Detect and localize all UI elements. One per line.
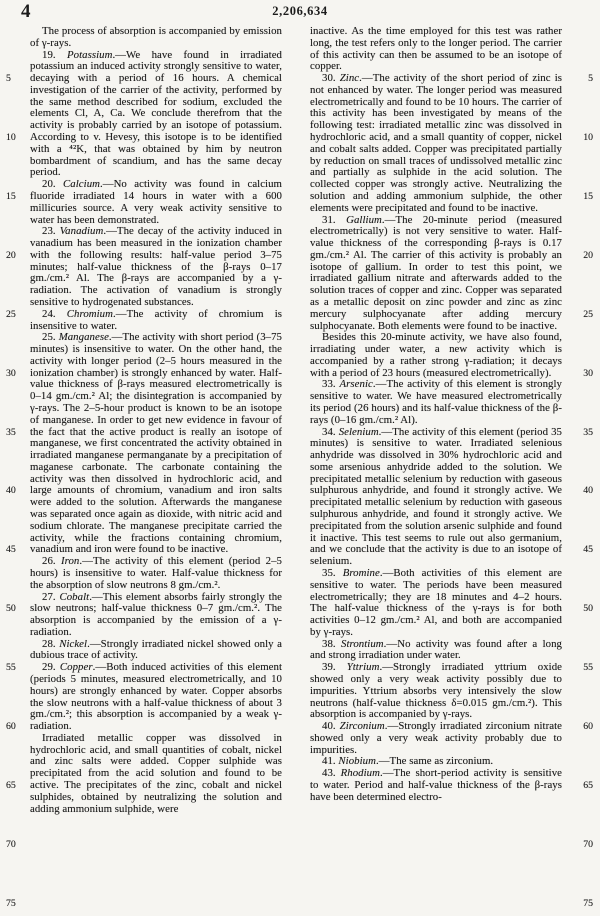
paragraph: 23. Vanadium.—The decay of the activity induced in vanadium has been measured in the ionization chamber with the following results: half-value period 3–75 minutes; half-value thickness of the β-rays 0–17 gm./cm.² Al. The β-rays are accompanied by a γ-radiation. The activation of vanadium is strongly sensitive to hydrogenated substances. <box>30 225 282 308</box>
element-name: Manganese <box>58 331 109 344</box>
section-number: 40. <box>322 720 340 733</box>
paragraph: 25. Manganese.—The activity with short period (3–75 minutes) is insensitive to water. On the other hand, the activity with longer period (2–5 hours measured in the ionization chamber) is strongly enhanced by water. Half-value thickness of β-rays measured electrometrically is 0–14 gm./cm.² Al; the disintegration is accompanied by γ-rays. The 2–5-hour product is known to be an isotope of manganese. In order to get new evidence in favour of the fact that the active product is really an isotope of manganese, we first concentrated the activity obtained in irradiated manganese permanganate by a precipitation of maganese carbonate. The carbonate containing the activity was then dissolved in hydrochloric acid, and large amounts of chromium, vanadium and iron salts were added to the solution. Afterwards the manganese was separated once again as dioxide, with nitric acid and sodium chlorate. The manganese precipitate carried the activity, while the fractions containing chromium, vanadium and iron were found to be inactive. <box>30 331 282 556</box>
element-name: Zinc <box>339 72 360 85</box>
line-number: 55 <box>6 662 16 674</box>
paragraph: 31. Gallium.—The 20-minute period (measured electrometrically) is not very sensitive to water. Half-value thickness of the corresponding β-rays is 0.17 gm./cm.² Al. The carrier of this activity is probably an isotope of gallium. In order to test this point, we irradiated gallium nitrate and afterwards added to the solution traces of copper and zinc. Copper was separated as a metallic deposit on zinc powder and zinc as zinc mercury sulphocyanate after adding mercury sulphocyanate. Both elements were found to be inactive. <box>310 213 562 332</box>
line-number: 65 <box>6 779 16 791</box>
paragraph: Besides this 20-minute activity, we have also found, irradiating under water, a new activity which is accompanied by a rather strong γ-radiation; it decays with a period of 23 hours (measured electrometrically). <box>310 331 562 379</box>
line-number: 50 <box>583 603 593 615</box>
line-number: 65 <box>583 779 593 791</box>
section-number: 19. <box>42 48 67 61</box>
line-number: 20 <box>583 249 593 261</box>
line-number: 50 <box>6 603 16 615</box>
paragraph: The process of absorption is accompanied by emission of γ-rays. <box>30 25 282 49</box>
section-number: 30. <box>322 72 340 85</box>
section-number: 28. <box>42 637 60 650</box>
element-name: Bromine <box>342 566 380 579</box>
right-margin <box>576 26 593 916</box>
section-number: 38. <box>322 637 341 650</box>
element-name: Calcium <box>63 178 100 191</box>
section-number: 31. <box>322 213 347 226</box>
left-margin <box>6 26 23 916</box>
element-name: Zirconium <box>339 720 385 733</box>
section-number: 33. <box>322 378 340 391</box>
section-number: 43. <box>322 767 341 780</box>
element-name: Nickel <box>59 637 88 650</box>
paragraph: 29. Copper.—Both induced activities of this element (periods 5 minutes, measured electrometrically, and 10 hours) are strongly enhanced by water. Copper absorbs the slow neutrons with a half-value thickness of about 3 gm./cm.²; this absorption is accompanied by a weak γ-radiation. <box>30 661 282 733</box>
section-number: 24. <box>42 307 67 320</box>
line-number: 15 <box>6 190 16 202</box>
line-number: 40 <box>583 485 593 497</box>
element-name: Iron <box>60 555 80 568</box>
line-number: 45 <box>6 544 16 556</box>
paragraph: 35. Bromine.—Both activities of this element are sensitive to water. The periods have been measured electrometrically; they are 18 minutes and 4–2 hours. The half-value thickness of the γ-rays is for both activities 0–12 gm./cm.² Al, and both are accompanied by γ-rays. <box>310 566 562 638</box>
paragraph: inactive. As the time employed for this test was rather long, the test refers only to the longer period. The carrier of this activity can then be assumed to be an isotope of copper. <box>310 25 562 73</box>
section-number: 26. <box>42 555 61 568</box>
element-name: Gallium <box>346 213 382 226</box>
section-number: 27. <box>42 590 60 603</box>
paragraph: 40. Zirconium.—Strongly irradiated zirconium nitrate showed only a very weak activity probably due to impurities. <box>310 720 562 756</box>
line-number: 5 <box>588 73 593 85</box>
line-number: 35 <box>583 426 593 438</box>
paragraph: 34. Selenium.—The activity of this element (period 35 minutes) is sensitive to water. Irradiated selenious anhydride was dissolved in 30% hydrochloric acid and some arsenious anhydride added to the solution. We precipitated metallic selenium by reduction with gaseous sulphurous anhydride, and found it strongly active. We precipitated metallic selenium by reduction with gaseous sulphurous anhydride, and found it strongly active. We precipitated from the solution arsenic sulphide and found it inactive. This test seems to rule out also germanium, and we conclude that the activity is due to an isotope of selenium. <box>310 425 562 568</box>
element-name: Vanadium <box>59 225 104 238</box>
element-name: Chromium <box>66 307 113 320</box>
section-number: 39. <box>322 661 347 674</box>
paragraph: 27. Cobalt.—This element absorbs fairly strongly the slow neutrons; half-value thickness 0–7 gm./cm.². The absorption is accompanied by the emission of a γ-radiation. <box>30 590 282 638</box>
element-name: Niobium <box>338 755 376 768</box>
patent-number: 2,206,634 <box>272 4 328 18</box>
paragraph: 20. Calcium.—No activity was found in calcium fluoride irradiated 14 hours in water with a 600 millicuries source. A very weak activity sensitive to water has been demonstrated. <box>30 178 282 226</box>
line-number: 25 <box>6 308 16 320</box>
paragraph: Irradiated metallic copper was dissolved in hydrochloric acid, and small quantities of cobalt, nickel and zinc salts were added. Copper sulphide was precipitated from the acid solution and found to be active. The precipitates of the zinc, cobalt and nickel sulphides, obtained by neutralizing the solution and adding ammonium sulphide, were <box>30 731 282 815</box>
element-name: Potassium <box>66 48 113 61</box>
paragraph: 30. Zinc.—The activity of the short period of zinc is not enhanced by water. The longer period was measured electrometrically and found to be 10 hours. The carrier of this activity has been investigated by means of the following test: irradiated metallic zinc was dissolved in hydrochloric acid, and a small quantity of copper, nickel and cobalt salts added. Copper was precipitated partially by reduction on small traces of undissolved metallic zinc and partially as sulphide in the acid solution. The collected copper was strongly active. Neutralizing the solution and adding ammonium sulphide, the other elements were precipitated and found to be inactive. <box>310 72 562 214</box>
paragraph: 39. Yttrium.—Strongly irradiated yttrium oxide showed only a very weak activity possibly due to impurities. Yttrium absorbs very intensively the slow neutrons (half-value thickness δ=0.015 gm./cm.²). This absorption is accompanied by γ-rays. <box>310 661 562 721</box>
line-number: 60 <box>6 721 16 733</box>
line-number: 45 <box>583 544 593 556</box>
paragraph: 19. Potassium.—We have found in irradiated potassium an induced activity strongly sensitive to water, decaying with a period of 16 hours. A chemical investigation of the carrier of the activity, performed by the same method described for sodium, excluded the elements Cl, A, Ca. We conclude therefrom that the activity is probably carried by an isotope of potassium. According to v. Hevesy, this isotope is to be identified with a ⁴²K, that was obtained by him by neutron bombardment of scandium, and has the same decay period. <box>30 48 282 179</box>
section-number: 41. <box>322 755 339 768</box>
paragraph: 33. Arsenic.—The activity of this element is strongly sensitive to water. We have measured electrometrically its period (26 hours) and its half-value thickness of the β-rays (0–16 gm./cm.² Al). <box>310 378 562 426</box>
line-number: 30 <box>6 367 16 379</box>
line-number: 55 <box>583 662 593 674</box>
section-number: 23. <box>42 225 60 238</box>
section-number: 25. <box>42 331 59 344</box>
element-name: Strontium <box>341 637 384 650</box>
left-column <box>30 26 282 815</box>
element-name: Copper <box>59 661 93 674</box>
line-number: 35 <box>6 426 16 438</box>
line-number: 75 <box>6 897 16 909</box>
element-name: Selenium <box>338 425 379 438</box>
element-name: Cobalt <box>59 590 90 603</box>
element-name: Yttrium <box>346 661 380 674</box>
paragraph: 24. Chromium.—The activity of chromium is insensitive to water. <box>30 307 282 332</box>
line-number: 5 <box>6 73 11 85</box>
line-number: 10 <box>583 132 593 144</box>
line-number: 30 <box>583 367 593 379</box>
section-number: 20. <box>42 178 64 191</box>
line-number: 75 <box>583 897 593 909</box>
element-name: Arsenic <box>339 378 373 391</box>
section-number: 34. <box>322 425 339 438</box>
page-number: 4 <box>21 1 32 22</box>
paragraph: 41. Niobium.—The same as zirconium. <box>322 755 494 768</box>
element-name: Rhodium <box>340 767 380 780</box>
line-number: 10 <box>6 132 16 144</box>
section-number: 29. <box>42 661 60 674</box>
paragraph: 38. Strontium.—No activity was found after a long and strong irradiation under water. <box>310 637 563 662</box>
right-column <box>310 26 562 804</box>
line-number: 40 <box>6 485 16 497</box>
line-number: 25 <box>583 308 593 320</box>
paragraph: 28. Nickel.—Strongly irradiated nickel showed only a dubious trace of activity. <box>30 637 282 662</box>
paragraph: 43. Rhodium.—The short-period activity is sensitive to water. Period and half-value thickness of the β-rays have been determined electro- <box>310 767 562 803</box>
line-number: 70 <box>6 838 16 850</box>
line-number: 20 <box>6 249 16 261</box>
line-number: 70 <box>583 838 593 850</box>
line-number: 60 <box>583 721 593 733</box>
paragraph: 26. Iron.—The activity of this element (period 2–5 hours) is insensitive to water. Half-value thickness for the absorption of slow neutrons 8 gm./cm.². <box>30 555 282 591</box>
line-number: 15 <box>583 190 593 202</box>
section-number: 35. <box>322 566 343 579</box>
